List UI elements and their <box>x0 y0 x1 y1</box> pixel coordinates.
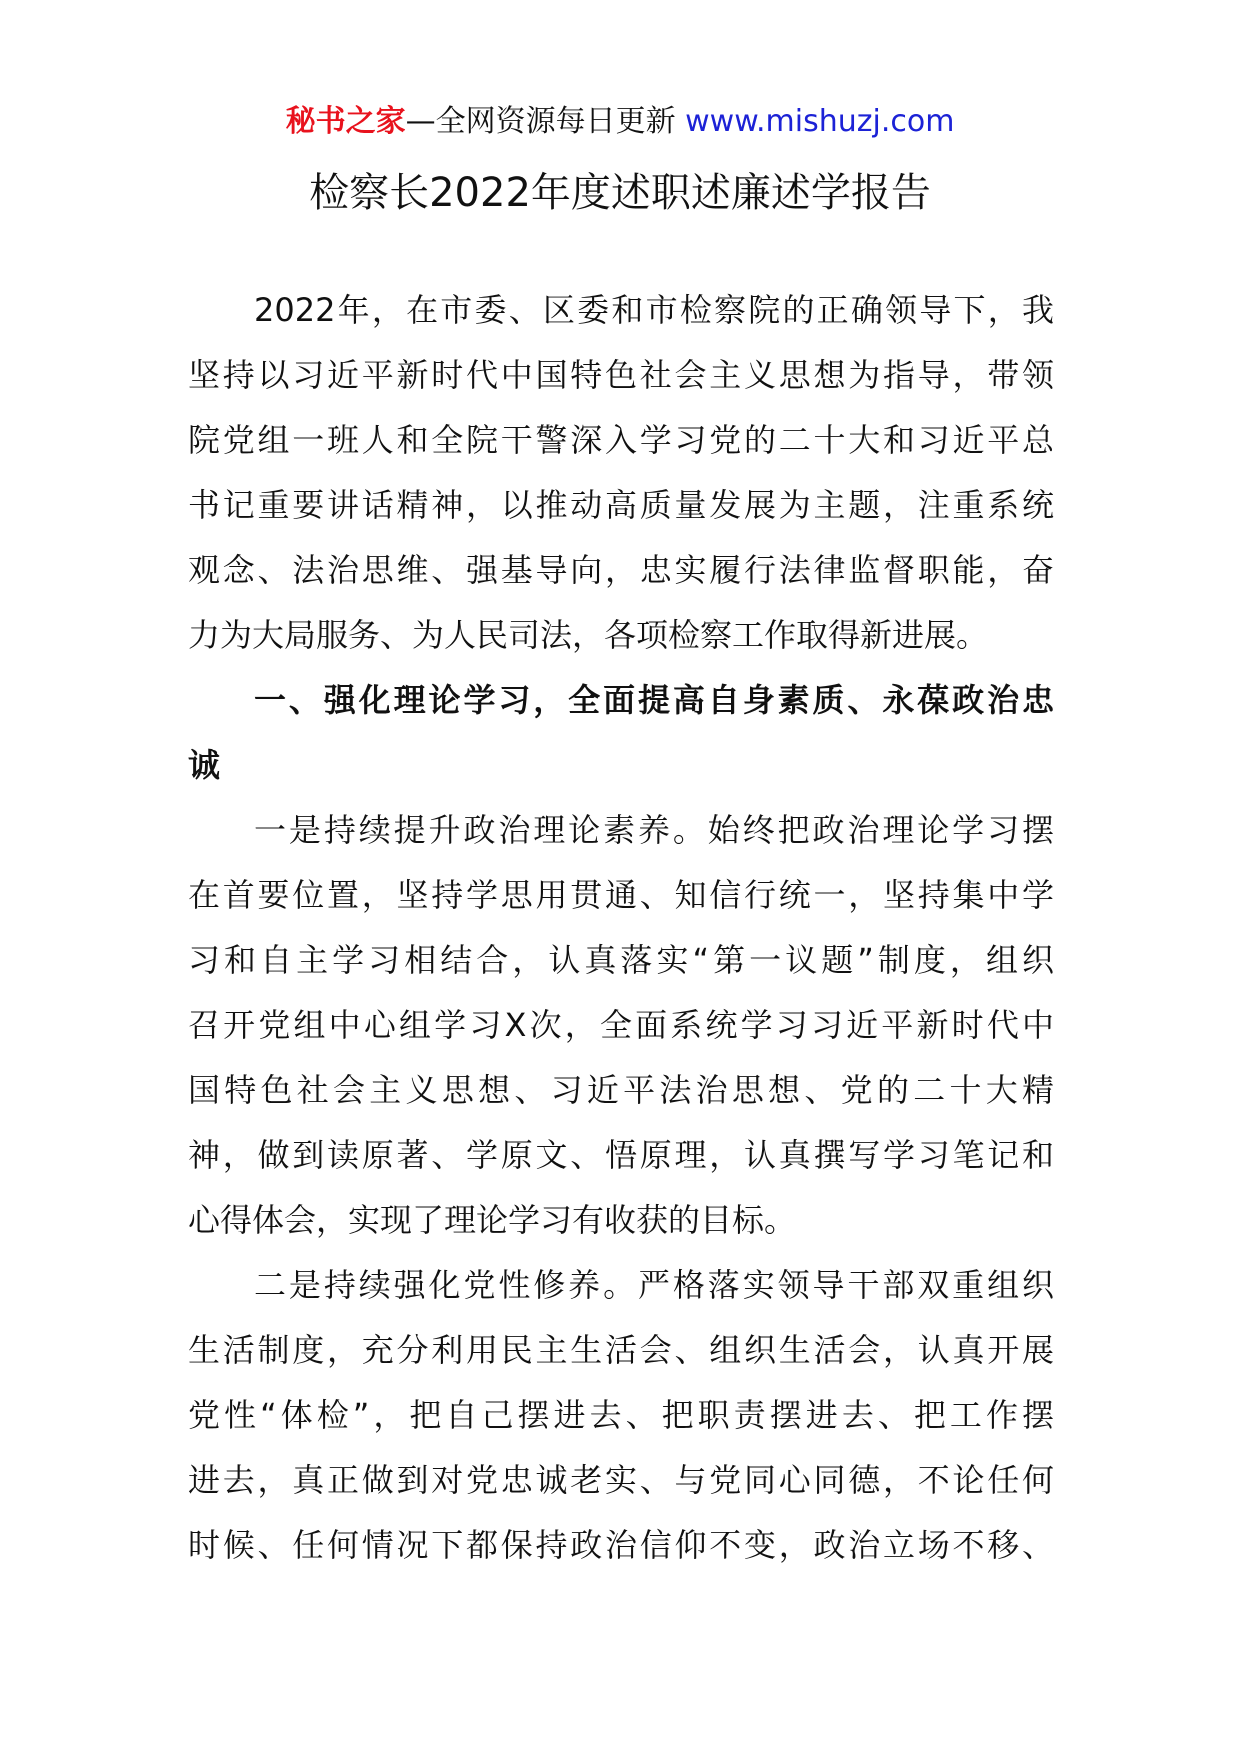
section-heading: 诚 <box>188 747 221 784</box>
body-line: 在首要位置，坚持学思用贯通、知信行统一，坚持集中学 <box>188 877 1054 914</box>
body-line: 党性“体检”，把自己摆进去、把职责摆进去、把工作摆 <box>188 1397 1054 1434</box>
body-line: 坚持以习近平新时代中国特色社会主义思想为指导，带领 <box>188 357 1054 394</box>
body-line: 书记重要讲话精神，以推动高质量发展为主题，注重系统 <box>188 487 1054 524</box>
body-line: 2022年，在市委、区委和市检察院的正确领导下，我 <box>254 292 1054 329</box>
body-line: 生活制度，充分利用民主生活会、组织生活会，认真开展 <box>188 1332 1054 1369</box>
site-url-link[interactable]: www.mishuzj.com <box>685 104 955 139</box>
body-line: 观念、法治思维、强基导向，忠实履行法律监督职能，奋 <box>188 552 1054 589</box>
site-brand: 秘书之家 <box>285 104 406 139</box>
body-line: 时候、任何情况下都保持政治信仰不变，政治立场不移、 <box>188 1527 1054 1564</box>
body-line: 心得体会，实现了理论学习有收获的目标。 <box>188 1202 797 1239</box>
body-line: 国特色社会主义思想、习近平法治思想、党的二十大精 <box>188 1072 1054 1109</box>
body-line: 神，做到读原著、学原文、悟原理，认真撰写学习笔记和 <box>188 1137 1054 1174</box>
document-body <box>188 292 1054 1592</box>
body-line: 力为大局服务、为人民司法，各项检察工作取得新进展。 <box>188 617 989 654</box>
body-line: 二是持续强化党性修养。严格落实领导干部双重组织 <box>254 1267 1054 1304</box>
section-heading: 一、强化理论学习，全面提高自身素质、永葆政治忠 <box>254 682 1054 719</box>
body-line: 院党组一班人和全院干警深入学习党的二十大和习近平总 <box>188 422 1054 459</box>
body-line: 进去，真正做到对党忠诚老实、与党同心同德，不论任何 <box>188 1462 1054 1499</box>
body-line: 习和自主学习相结合，认真落实“第一议题”制度，组织 <box>188 942 1054 979</box>
body-line: 一是持续提升政治理论素养。始终把政治理论学习摆 <box>254 812 1054 849</box>
site-tagline: —全网资源每日更新 <box>405 104 676 139</box>
site-header <box>0 102 1240 142</box>
body-line: 召开党组中心组学习X次，全面系统学习习近平新时代中 <box>188 1007 1054 1044</box>
document-title: 检察长2022年度述职述廉述学报告 <box>309 170 931 216</box>
